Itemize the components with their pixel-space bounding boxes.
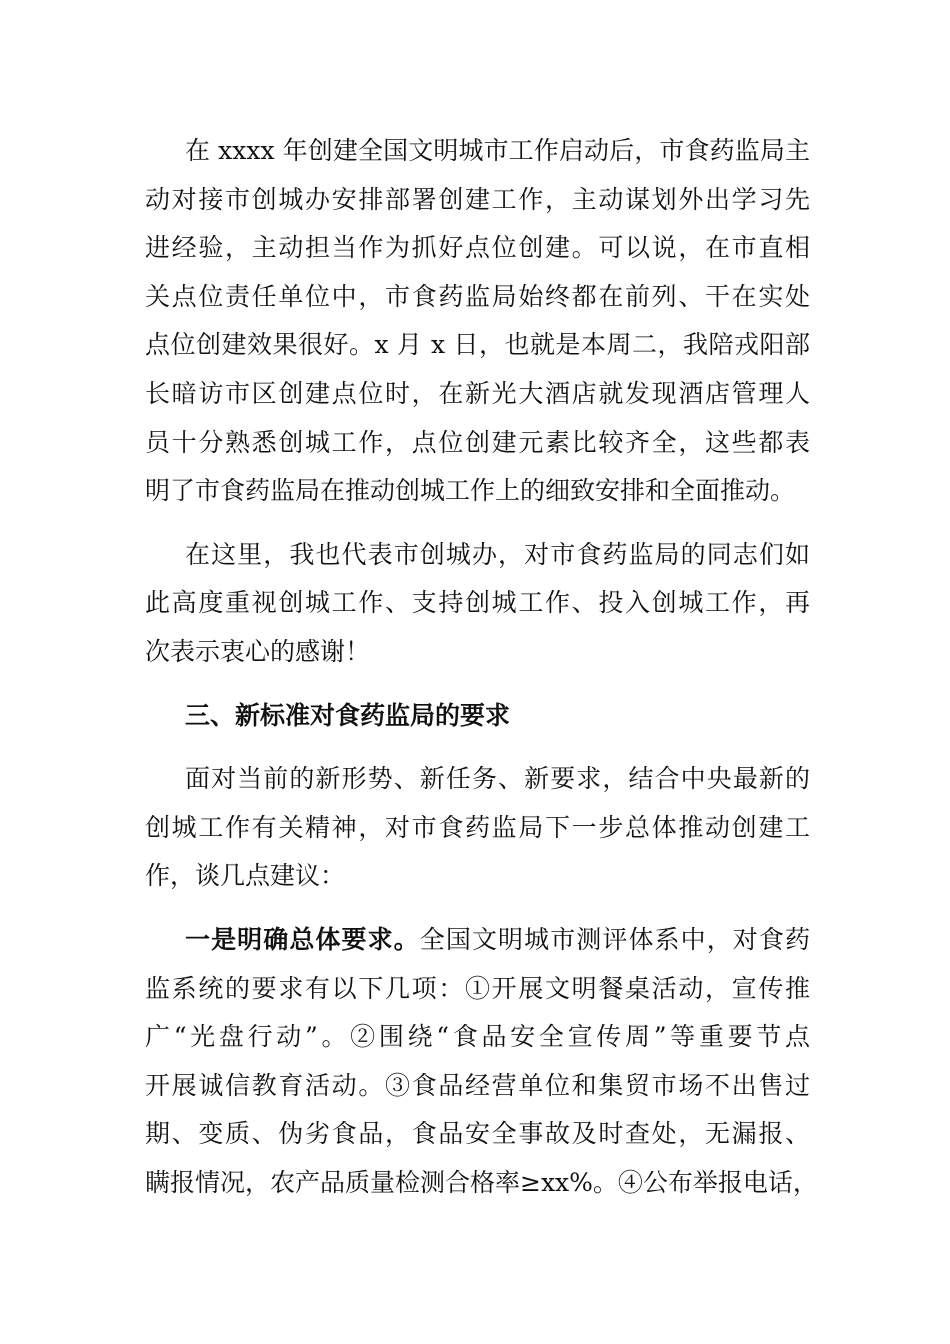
paragraph-3-line-3: 作，谈几点建议：: [145, 861, 346, 891]
paragraph-1: [145, 127, 810, 516]
paragraph-gap: [145, 740, 810, 755]
paragraph-gap: [145, 677, 810, 692]
paragraph-4-line-1: [145, 916, 810, 965]
paragraph-4-line-4: 开展诚信教育活动。③食品经营单位和集贸市场不出售过: [145, 1070, 810, 1100]
paragraph-4-line-5: 期、变质、伪劣食品，食品安全事故及时查处，无漏报、: [145, 1119, 810, 1149]
paragraph-3-line-2: 创城工作有关精神，对市食药监局下一步总体推动创建工: [145, 812, 810, 842]
paragraph-4-line-2: 监系统的要求有以下几项：①开展文明餐桌活动，宣传推: [145, 973, 810, 1003]
paragraph-2: [145, 531, 810, 677]
paragraph-1-line-7: 员十分熟悉创城工作，点位创建元素比较齐全，这些都表: [145, 427, 810, 457]
paragraph-3-line-1: 面对当前的新形势、新任务、新要求，结合中央最新的: [185, 764, 810, 794]
section-heading: 三、新标准对食药监局的要求: [185, 700, 511, 730]
paragraph-gap: [145, 516, 810, 531]
paragraph-4-line-1-rest: 全国文明城市测评体系中，对食药: [419, 924, 810, 954]
paragraph-gap: [145, 901, 810, 916]
paragraph-1-line-5: 点位创建效果很好。x 月 x 日，也就是本周二，我陪戎阳部: [145, 330, 810, 360]
paragraph-1-line-8: 明了市食药监局在推动创城工作上的细致安排和全面推动。: [145, 476, 796, 506]
paragraph-4: [145, 916, 818, 1208]
paragraph-1-line-3: 进经验，主动担当作为抓好点位创建。可以说，在市直相: [145, 233, 810, 263]
paragraph-1-line-1: 在 xxxx 年创建全国文明城市工作启动后，市食药监局主: [185, 136, 810, 165]
paragraph-4-line-3: 广“光盘行动”。②围绕“食品安全宣传周”等重要节点: [145, 1022, 810, 1052]
paragraph-4-lead: 一是明确总体要求。: [185, 924, 420, 954]
paragraph-2-line-1: 在这里，我也代表市创城办，对市食药监局的同志们如: [185, 539, 810, 569]
paragraph-2-line-2: 此高度重视创城工作、支持创城工作、投入创城工作，再: [145, 588, 810, 618]
paragraph-4-line-6: 瞒报情况，农产品质量检测合格率≥xx%。④公布举报电话，: [145, 1167, 818, 1197]
paragraph-2-line-3: 次表示衷心的感谢！: [145, 636, 371, 666]
paragraph-3: [145, 755, 810, 901]
paragraph-1-line-2: 动对接市创城办安排部署创建工作，主动谋划外出学习先: [145, 184, 810, 214]
paragraph-1-line-6: 长暗访市区创建点位时，在新光大酒店就发现酒店管理人: [145, 378, 810, 408]
paragraph-1-line-4: 关点位责任单位中，市食药监局始终都在前列、干在实处: [145, 281, 810, 311]
document-body: [145, 127, 818, 1207]
